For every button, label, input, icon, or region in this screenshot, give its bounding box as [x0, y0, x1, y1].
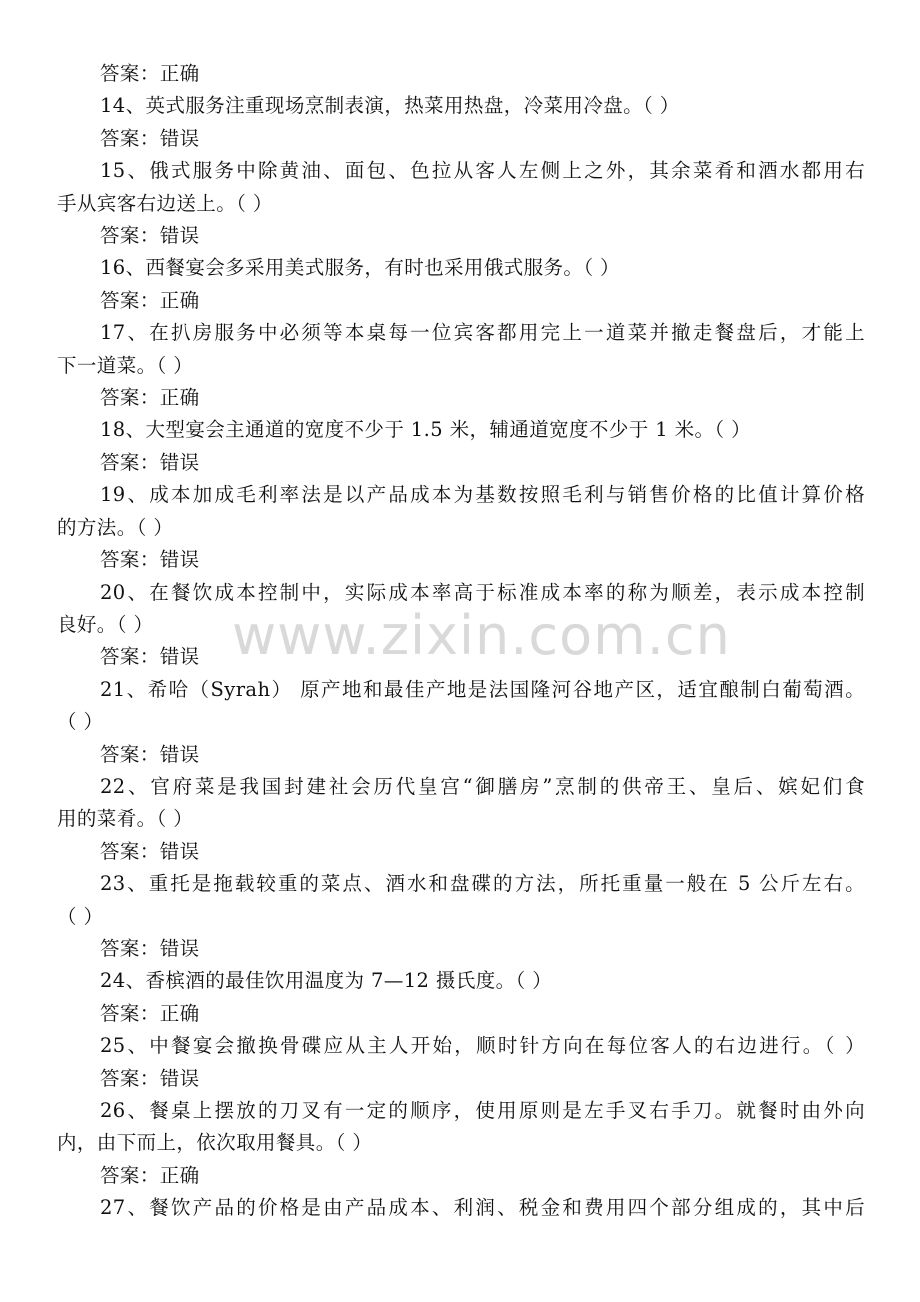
answer-line: 答案：正确 [100, 1001, 200, 1025]
question-line: 24、香槟酒的最佳饮用温度为 7—12 摄氏度。（ ） [100, 969, 553, 993]
question-line: 21、希哈（Syrah） 原产地和最佳产地是法国隆河谷地产区，适宜酿制白葡萄酒。 [100, 677, 865, 701]
answer-line: 答案：错误 [100, 936, 200, 960]
question-continuation-line: 用的菜肴。（ ） [57, 807, 194, 831]
question-line: 27、餐饮产品的价格是由产品成本、利润、税金和费用四个部分组成的，其中后 [100, 1196, 865, 1220]
answer-line: 答案：错误 [100, 224, 200, 248]
answer-line: 答案：错误 [100, 839, 200, 863]
question-line: 22、官府菜是我国封建社会历代皇宫“御膳房”烹制的供帝王、皇后、嫔妃们食 [100, 774, 865, 798]
question-line: 26、餐桌上摆放的刀叉有一定的顺序，使用原则是左手叉右手刀。就餐时由外向 [100, 1099, 865, 1122]
question-line: 17、在扒房服务中必须等本桌每一位宾客都用完上一道菜并撤走餐盘后，才能上 [100, 321, 865, 345]
question-line: 15、俄式服务中除黄油、面包、色拉从客人左侧上之外，其余菜肴和酒水都用右 [100, 159, 865, 183]
document-page [57, 58, 865, 1225]
answer-line: 答案：正确 [100, 386, 200, 410]
question-line: 16、西餐宴会多采用美式服务，有时也采用俄式服务。（ ） [100, 256, 620, 280]
question-continuation-line: 下一道菜。（ ） [57, 353, 194, 377]
watermark: www.zixin.com.cn [232, 604, 731, 667]
answer-line: 答案：正确 [100, 288, 200, 312]
answer-line: 答案：错误 [100, 1066, 200, 1090]
question-line: 20、在餐饮成本控制中，实际成本率高于标准成本率的称为顺差，表示成本控制 [100, 580, 865, 604]
question-continuation-line: （ ） [57, 904, 104, 928]
question-continuation-line: 良好。（ ） [57, 612, 154, 636]
answer-line: 答案：错误 [100, 645, 200, 669]
answer-line: 答案：错误 [100, 450, 200, 474]
question-line: 23、重托是拖载较重的菜点、酒水和盘碟的方法，所托重量一般在 5 公斤左右。 [100, 872, 865, 896]
question-continuation-line: 内，由下而上，依次取用餐具。（ ） [57, 1131, 373, 1155]
question-line: 19、成本加成毛利率法是以产品成本为基数按照毛利与销售价格的比值计算价格 [100, 483, 865, 507]
question-continuation-line: 手从宾客右边送上。（ ） [57, 191, 273, 215]
answer-line: 答案：错误 [100, 742, 200, 766]
answer-line: 答案：错误 [100, 548, 200, 572]
question-continuation-line: （ ） [57, 710, 104, 734]
question-continuation-line: 的方法。（ ） [57, 515, 174, 539]
answer-line: 答案：错误 [100, 126, 200, 150]
question-line: 25、中餐宴会撤换骨碟应从主人开始，顺时针方向在每位客人的右边进行。（ ） [100, 1034, 865, 1058]
answer-line: 答案：正确 [100, 1163, 200, 1187]
question-line: 14、英式服务注重现场烹制表演，热菜用热盘，冷菜用冷盘。（ ） [100, 94, 680, 118]
question-line: 18、大型宴会主通道的宽度不少于 1.5 米，辅通道宽度不少于 1 米。（ ） [100, 418, 752, 442]
answer-line: 答案：正确 [100, 62, 200, 85]
